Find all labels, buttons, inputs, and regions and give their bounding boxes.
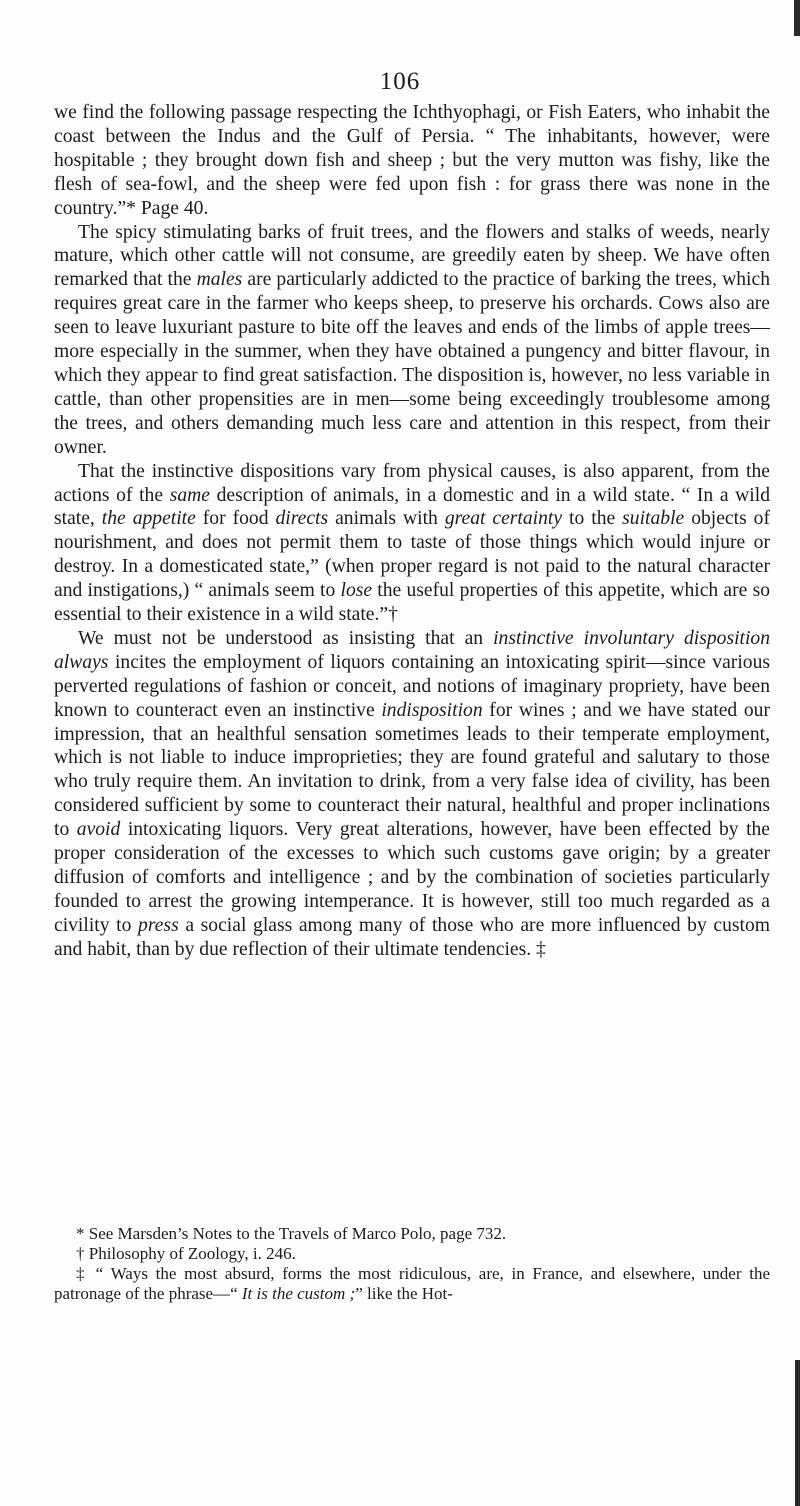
text-run: for wines ; and we have stated our impression, that an healthful sensation sometimes leads to their temperate employment, which is not liable to induce improprieties; they are found grateful and salutary to those who truly require them. An invitation to drink, from a very false idea of civility, has been considered sufficient by some to counteract their natural, healthful and proper inclinations to	[54, 699, 771, 841]
italic-text-run: males	[196, 269, 243, 291]
italic-text-run: indisposition	[381, 699, 483, 721]
paragraph	[54, 221, 770, 460]
text-run: to the	[562, 508, 623, 530]
paragraph	[54, 101, 770, 221]
footnote	[54, 1224, 770, 1244]
italic-text-run: directs	[275, 508, 329, 530]
footnote	[54, 1264, 770, 1304]
text-run: ‡ “ Ways the most absurd, forms the most ridiculous, are, in France, and elsewhere, under the patronage of the phrase—“	[54, 1264, 770, 1303]
italic-text-run: great certainty	[444, 508, 563, 530]
italic-text-run: same	[169, 484, 210, 506]
text-run: for food	[195, 508, 276, 530]
text-run: ” like the Hot-	[355, 1284, 453, 1303]
text-run: a social glass among many of those who are more influenced by custom and habit, than by due reflection of their ultimate tendencies. ‡	[54, 914, 770, 960]
text-run: That the instinctive dispositions vary from physical causes, is also apparent, from the actions of the	[54, 460, 770, 506]
text-run: animals with	[328, 508, 445, 530]
body-text	[54, 101, 770, 962]
page-edge-shadow	[795, 1360, 800, 1506]
footnotes	[54, 1224, 770, 1304]
text-run: incites the employment of liquors containing an intoxicating spirit—since various perverted regulations of fashion or conceit, and notions of imaginary propriety, have been known to counteract even an instinctive	[54, 651, 770, 721]
text-run: † Philosophy of Zoology, i. 246.	[76, 1244, 296, 1263]
italic-text-run: the appetite	[101, 508, 196, 530]
text-run: The spicy stimulating barks of fruit trees, and the flowers and stalks of weeds, nearly mature, which other cattle will not consume, are greedily eaten by sheep. We have often remarked that the	[54, 221, 770, 291]
text-run: the useful properties of this appetite, which are so essential to their existence in a wild state.”†	[54, 580, 770, 626]
italic-text-run: lose	[340, 580, 373, 602]
text-run: objects of nourishment, and does not permit them to taste of those things which would injure or destroy. In a domesticated state,” (when proper regard is not paid to the natural character and instigations,) “ animals seem to	[54, 508, 770, 602]
footnote	[54, 1244, 770, 1264]
paragraph	[54, 460, 770, 627]
text-run: We must not be understood as insisting that an	[78, 627, 494, 649]
italic-text-run: avoid	[76, 819, 121, 841]
text-run: we find the following passage respecting the Ichthyophagi, or Fish Eaters, who inhabit the coast between the Indus and the Gulf of Persia. “ The inhabitants, however, were hospitable ; they brought down fish and sheep ; but the very mutton was fishy, like the flesh of sea-fowl, and the sheep were fed upon fish : for grass there was none in the country.”* Page 40.	[54, 102, 770, 219]
italic-text-run: suitable	[622, 508, 685, 530]
text-run: * See Marsden’s Notes to the Travels of Marco Polo, page 732.	[76, 1224, 507, 1243]
italic-text-run: It is the custom ;	[241, 1284, 356, 1303]
text-run: intoxicating liquors. Very great alterations, however, have been effected by the proper consideration of the excesses to which such customs gave origin; by a greater diffusion of comforts and intelligence ; and by the combination of societies particularly founded to arrest the growing intemperance. It is however, still too much regarded as a civility to	[54, 819, 770, 936]
italic-text-run: instinctive involuntary disposition always	[54, 627, 770, 673]
page-number: 106	[379, 68, 421, 95]
text-run: are particularly addicted to the practice of barking the trees, which requires great care in the farmer who keeps sheep, to preserve his orchards. Cows also are seen to leave luxuriant pasture to bite off the leaves and ends of the limbs of apple trees—more especially in the summer, when they have obtained a pungency and bitter flavour, in which they appear to find great satisfaction. The disposition is, however, no less variable in cattle, than other propensities are in men—some being exceedingly troublesome among the trees, and others demanding much less care and attention in this respect, from their owner.	[54, 269, 770, 458]
text-run: description of animals, in a domestic and in a wild state. “ In a wild state,	[54, 484, 770, 530]
italic-text-run: press	[138, 914, 179, 936]
paragraph	[54, 627, 770, 962]
page-edge-shadow	[794, 0, 800, 36]
